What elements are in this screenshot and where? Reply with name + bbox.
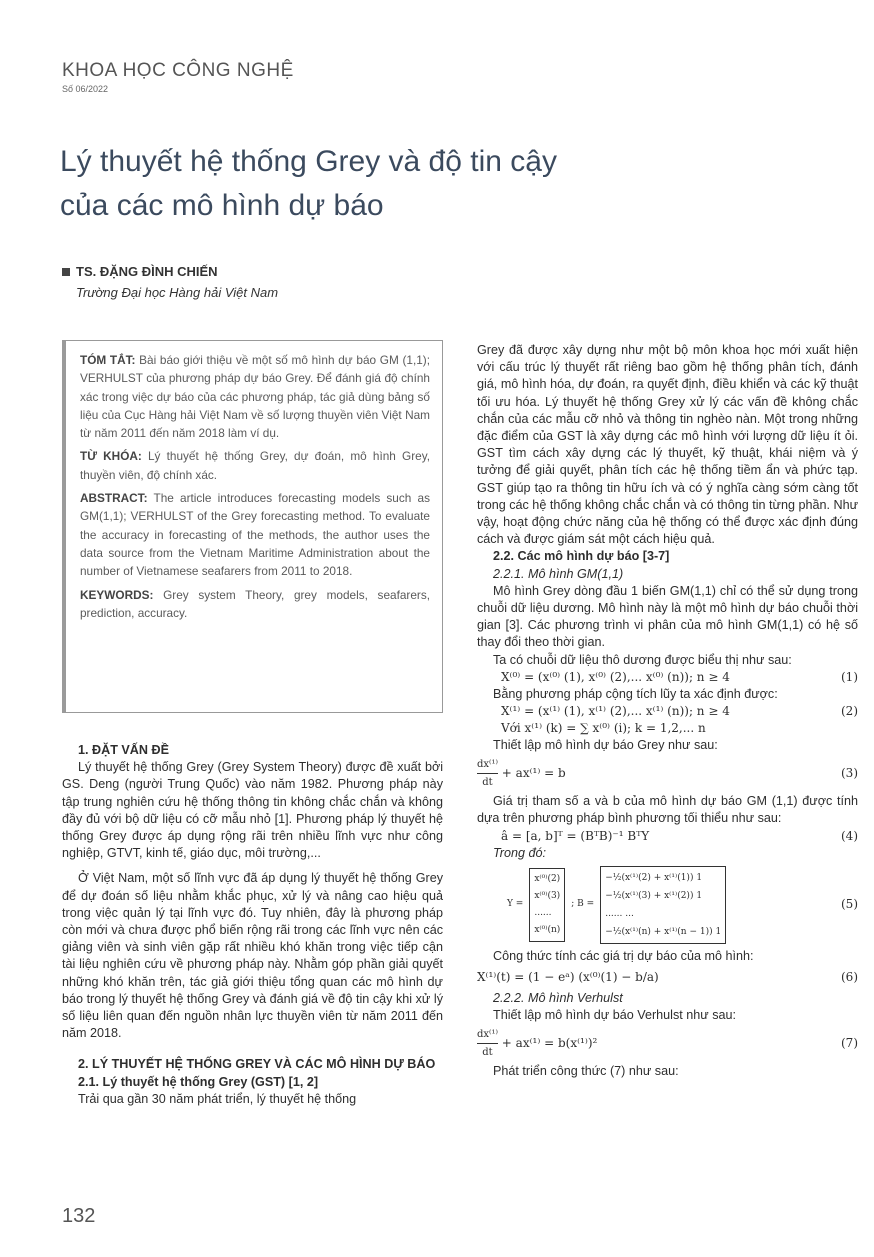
paragraph: Phát triển công thức (7) như sau: bbox=[493, 1064, 679, 1079]
equation-number: (4) bbox=[841, 828, 858, 843]
equation-body: Với x⁽¹⁾ (k) = ∑ x⁽⁰⁾ (i); k = 1,2,... n bbox=[501, 721, 706, 736]
equation-3 bbox=[477, 756, 858, 791]
equation-2 bbox=[477, 703, 858, 720]
equation-5 bbox=[507, 866, 858, 944]
paragraph: Mô hình Grey dòng đầu 1 biến GM(1,1) chỉ có thể sử dụng trong chuỗi dữ liệu dương. Mô hình này là một mô hình dự báo chuỗi thời gian [3]. Các phương trình vi phân của mô hình GM(1,1) có hệ số thay đổi theo thời gian. bbox=[477, 583, 858, 650]
matrix-cell: x⁽⁰⁾(3) bbox=[534, 890, 561, 901]
keywords-text: Grey system Theory, grey models, seafarers, prediction, accuracy. bbox=[80, 587, 430, 620]
paragraph: Ở Việt Nam, một số lĩnh vực đã áp dụng lý thuyết hệ thống Grey để dự đoán số liệu nhằm khắc phục, xử lý và nâng cao hiệu quả trong việc quản lý tại lĩnh vực đó. Tuy nhiên, đây là phương pháp còn mới và chưa được phổ biến rộng rãi trong các lĩnh vực nên các giảng viên và sinh viên gặp rất nhiều khó khăn trong việc tiếp cận tài liệu nghiên cứu về phương pháp này. Nhằm góp phần giải quyết những khó khăn trên, tác giả giới thiệu tổng quan các mô hình dự báo trong lý thuyết hệ thống Grey và đánh giá về độ tin cậy khi xử lý số liệu liên quan đến nguồn nhân lực thuyền viên từ năm 2011 đến năm 2018. bbox=[62, 871, 443, 1041]
equation-4 bbox=[477, 828, 858, 845]
equation-number: (1) bbox=[841, 669, 858, 684]
equation-body bbox=[477, 756, 566, 791]
matrix-cell: x⁽⁰⁾(2) bbox=[534, 873, 561, 884]
section-header: KHOA HỌC CÔNG NGHỆ bbox=[62, 60, 294, 81]
equation-number: (3) bbox=[841, 766, 858, 781]
title-line-2: của các mô hình dự báo bbox=[60, 189, 384, 222]
equation-number: (7) bbox=[841, 1036, 858, 1051]
equation-number: (2) bbox=[841, 704, 858, 719]
equation-1 bbox=[477, 669, 858, 686]
matrix-y bbox=[529, 868, 565, 942]
issue-number: Số 06/2022 bbox=[62, 84, 109, 94]
equation-6 bbox=[477, 969, 858, 986]
tomtat-paragraph bbox=[80, 351, 430, 442]
fraction bbox=[477, 756, 498, 791]
matrix-b bbox=[600, 866, 726, 944]
tukhoa-label: TỪ KHÓA: bbox=[80, 449, 142, 464]
author-affiliation: Trường Đại học Hàng hải Việt Nam bbox=[76, 285, 279, 300]
paragraph: Thiết lập mô hình dự báo Grey như sau: bbox=[493, 738, 718, 753]
heading-1: 1. ĐẶT VẤN ĐỀ bbox=[78, 743, 169, 757]
paragraph: Grey đã được xây dựng như một bộ môn khoa học mới xuất hiện với cấu trúc lý thuyết rất riêng bao gồm hệ thống phân tích, đánh giá, mô hình hóa, dự đoán, ra quyết định, điều khiển và các kỹ thuật tối ưu hóa. Lý thuyết hệ thống Grey xử lý các vấn đề không chắc chắn của các mẫu cỡ nhỏ và thông tin nghèo nàn. Một trong những đặc điểm của GST là xây dựng các mô hình với lượng dữ liệu ít ỏi. GST tìm cách xây dựng các lý thuyết, kỹ thuật, khái niệm và ý tưởng để giải quyết, phân tích các hệ thống tiềm ẩn và phức tạp. GST giúp tạo ra thông tin hữu ích và có ý nghĩa càng sớm càng tốt trong các hệ thống không chắc chắn và có thông tin từng phần. Như vậy, hoạt động chức năng của hệ thống có thể được xác định đúng cách và được giám sát một cách hiệu quả. bbox=[477, 343, 858, 547]
fraction-bottom: dt bbox=[482, 1047, 493, 1059]
paragraph: Ta có chuỗi dữ liệu thô dương được biểu thị như sau: bbox=[493, 652, 792, 667]
page-number: 132 bbox=[62, 1205, 96, 1227]
abstract-paragraph bbox=[80, 489, 430, 580]
equation-2b bbox=[477, 720, 858, 737]
heading-2-2: 2.2. Các mô hình dự báo [3-7] bbox=[493, 549, 670, 564]
symbol-y: Y = bbox=[507, 899, 524, 910]
heading-2-1: 2.1. Lý thuyết hệ thống Grey (GST) [1, 2] bbox=[78, 1074, 319, 1089]
paragraph: Trải qua gần 30 năm phát triển, lý thuyết hệ thống bbox=[78, 1091, 357, 1106]
fraction bbox=[477, 1026, 498, 1061]
equation-number: (5) bbox=[841, 897, 858, 912]
equation-body: X⁽⁰⁾ = (x⁽⁰⁾ (1), x⁽⁰⁾ (2),... x⁽⁰⁾ (n)); n ≥ 4 bbox=[501, 669, 730, 684]
equation-body: X⁽¹⁾ = (x⁽¹⁾ (1), x⁽¹⁾ (2),... x⁽¹⁾ (n)); n ≥ 4 bbox=[501, 704, 730, 719]
matrix-row: ...... ... bbox=[605, 908, 634, 919]
heading-2-2-2: 2.2.2. Mô hình Verhulst bbox=[493, 991, 623, 1006]
equation-number: (6) bbox=[841, 970, 858, 985]
abstract-text: The article introduces forecasting models such as GM(1,1); VERHULST of the Grey forecasting method. To evaluate the accuracy in forecasting of the methods, the author uses the data source from the Vietnam Maritime Administration about the number of Vietnamese seafarers from 2011 to 2018. bbox=[80, 491, 430, 579]
trong-do: Trong đó: bbox=[493, 845, 546, 860]
paragraph: Bằng phương pháp cộng tích lũy ta xác định được: bbox=[493, 686, 778, 701]
tukhoa-text: Lý thuyết hệ thống Grey, dự đoán, mô hình Grey, thuyền viên, độ chính xác. bbox=[80, 449, 430, 482]
heading-2-2-1: 2.2.1. Mô hình GM(1,1) bbox=[493, 566, 624, 581]
paragraph: Giá trị tham số a và b của mô hình dự báo GM (1,1) được tính dựa trên phương pháp bình phương tối thiểu như sau: bbox=[477, 794, 858, 826]
heading-2: 2. LÝ THUYẾT HỆ THỐNG GREY VÀ CÁC MÔ HÌNH DỰ BÁO bbox=[78, 1057, 436, 1072]
keywords-paragraph bbox=[80, 586, 430, 623]
abstract-label: ABSTRACT: bbox=[80, 491, 148, 506]
fraction-bottom: dt bbox=[482, 777, 493, 789]
paragraph: Thiết lập mô hình dự báo Verhulst như sau: bbox=[493, 1008, 736, 1023]
equation-rest: + ax⁽¹⁾ = b(x⁽¹⁾)² bbox=[501, 1036, 598, 1051]
matrix-row: −½(x⁽¹⁾(n) + x⁽¹⁾(n − 1)) 1 bbox=[605, 926, 722, 937]
equation-rest: + ax⁽¹⁾ = b bbox=[501, 766, 566, 781]
matrix-y-b bbox=[507, 866, 726, 944]
fraction-top: dx⁽¹⁾ bbox=[477, 1026, 498, 1044]
matrix-row: −½(x⁽¹⁾(2) + x⁽¹⁾(1)) 1 bbox=[605, 872, 703, 883]
paragraph: Lý thuyết hệ thống Grey (Grey System Theory) được đề xuất bởi GS. Deng (người Trung Quốc) vào năm 1982. Phương pháp này tập trung nghiên cứu hệ thống thông tin không chắc chắn và không đầy đủ với bộ dữ liệu có cỡ mẫu nhỏ [1]. Phương pháp lý thuyết hệ thống Grey được áp dụng rộng rãi trên nhiều lĩnh vực như công nghiệp, GTVT, kinh tế, giáo dục, môi trường,... bbox=[62, 760, 443, 861]
abstract-box bbox=[62, 340, 443, 713]
fraction-top: dx⁽¹⁾ bbox=[477, 756, 498, 774]
matrix-cell: ...... bbox=[534, 907, 552, 918]
paragraph: Công thức tính các giá trị dự báo của mô hình: bbox=[493, 948, 754, 963]
matrix-row: −½(x⁽¹⁾(3) + x⁽¹⁾(2)) 1 bbox=[605, 890, 703, 901]
tomtat-text: Bài báo giới thiệu về một số mô hình dự báo GM (1,1); VERHULST của phương pháp dự báo Grey. Để đánh giá độ chính xác trong việc dự báo của các phương pháp, tác giả dùng bảng số liệu của Cục Hàng hải Việt Nam về số lượng thuyền viên Việt Nam từ năm 2011 đến năm 2018 làm ví dụ. bbox=[80, 353, 430, 441]
equation-body bbox=[477, 1026, 597, 1061]
matrix-cell: x⁽⁰⁾(n) bbox=[534, 924, 561, 935]
tukhoa-paragraph bbox=[80, 447, 430, 484]
article-title bbox=[60, 140, 660, 228]
symbol-b: ; B = bbox=[571, 899, 595, 910]
title-line-1: Lý thuyết hệ thống Grey và độ tin cậy bbox=[60, 145, 557, 178]
equation-7 bbox=[477, 1026, 858, 1061]
author-name: TS. ĐẶNG ĐÌNH CHIẾN bbox=[62, 264, 218, 279]
right-column bbox=[477, 342, 858, 1081]
keywords-label: KEYWORDS: bbox=[80, 587, 154, 602]
equation-body: â = [a, b]ᵀ = (BᵀB)⁻¹ BᵀY bbox=[501, 828, 650, 843]
tomtat-label: TÓM TẮT: bbox=[80, 353, 136, 367]
equation-body: X⁽¹⁾(t) = (1 − eᵃ) (x⁽⁰⁾(1) − b/a) bbox=[477, 970, 659, 985]
left-column bbox=[62, 736, 443, 1108]
